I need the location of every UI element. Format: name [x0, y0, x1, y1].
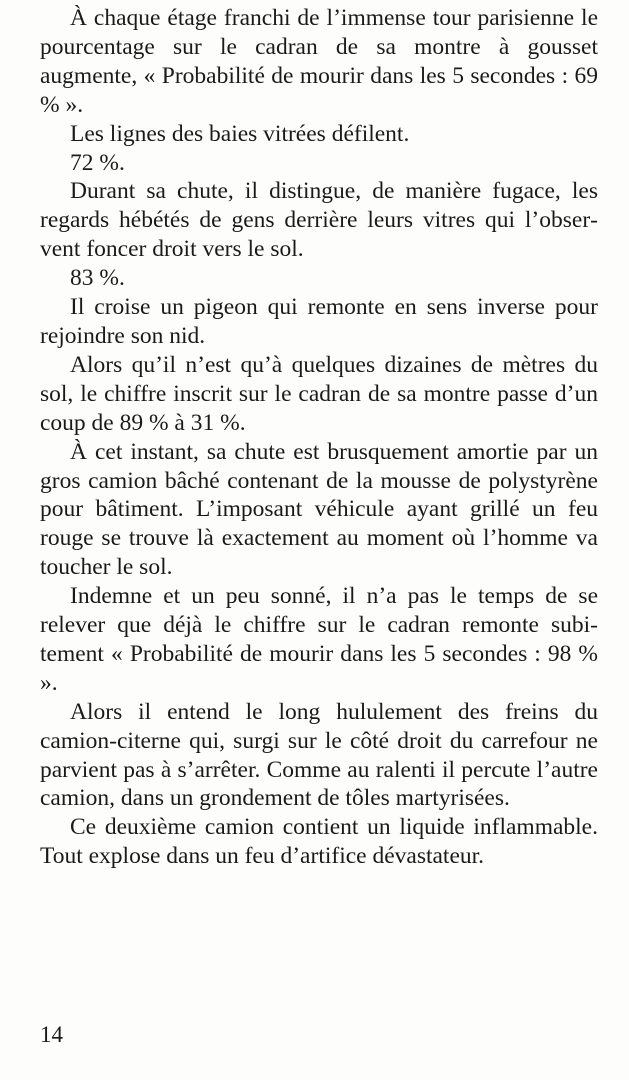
paragraph: Indemne et un peu sonné, il n’a pas le temps de se relever que déjà le chiffre sur le cadran remonte subitement « Probabilité de mourir dans les 5 secondes : 98 % ». — [40, 583, 598, 696]
body-text — [40, 4, 598, 871]
paragraph: Alors il entend le long hululement des freins du camion-citerne qui, surgi sur le côté droit du carrefour ne parvient pas à s’arrêter. Comme au ralenti il percute l’autre camion, dans un grondement de tôles martyrisées. — [40, 698, 598, 812]
paragraph: Durant sa chute, il distingue, de manière fugace, les regards hébétés de gens derrière leurs vitres qui l’observent foncer droit vers le sol. — [40, 178, 598, 263]
paragraph: À chaque étage franchi de l’immense tour parisienne le pourcentage sur le cadran de sa montre à gousset augmente, « Probabilité de mourir dans les 5 secondes : 69 % ». — [40, 5, 598, 118]
paragraph: Alors qu’il n’est qu’à quelques dizaines de mètres du sol, le chiffre inscrit sur le cadran de sa montre passe d’un coup de 89 % à 31 %. — [40, 351, 598, 436]
paragraph: 72 %. — [70, 149, 125, 176]
page-number: 14 — [40, 1022, 63, 1047]
paragraph: Il croise un pigeon qui remonte en sens inverse pour rejoindre son nid. — [40, 294, 598, 349]
paragraph: À cet instant, sa chute est brusquement amortie par un gros camion bâché contenant de la mousse de polystyrène pour bâtiment. L’imposant véhicule ayant grillé un feu rouge se trouve là exactement au moment où l’homme va toucher le sol. — [40, 438, 598, 581]
paragraph: Les lignes des baies vitrées défilent. — [70, 120, 410, 147]
paragraph: Ce deuxième camion contient un liquide inflammable. Tout explose dans un feu d’artifice dévastateur. — [40, 814, 598, 870]
paragraph: 83 %. — [70, 265, 125, 292]
